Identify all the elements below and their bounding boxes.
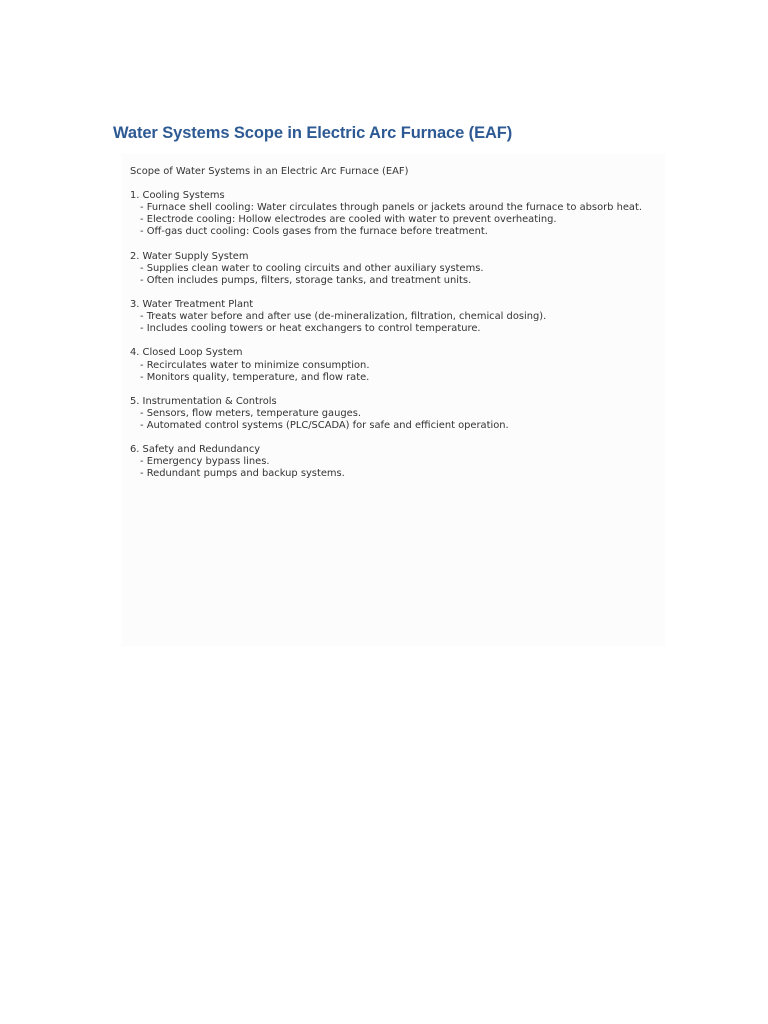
section-item: - Automated control systems (PLC/SCADA) for safe and efficient operation. xyxy=(140,419,509,431)
section-item: - Off-gas duct cooling: Cools gases from the furnace before treatment. xyxy=(140,226,488,238)
section-item: - Electrode cooling: Hollow electrodes are cooled with water to prevent overheating. xyxy=(140,214,557,226)
section-item: - Supplies clean water to cooling circuits and other auxiliary systems. xyxy=(140,262,484,274)
section-item: - Emergency bypass lines. xyxy=(140,456,270,468)
page-title: Water Systems Scope in Electric Arc Furnace (EAF) xyxy=(113,124,513,142)
section-water-treatment xyxy=(130,299,665,335)
section-item: - Furnace shell cooling: Water circulates through panels or jackets around the furnace to absorb heat. xyxy=(140,202,642,214)
intro-text: Scope of Water Systems in an Electric Arc Furnace (EAF) xyxy=(130,166,409,177)
section-heading: 6. Safety and Redundancy xyxy=(130,444,261,456)
section-heading: 4. Closed Loop System xyxy=(130,347,243,359)
section-water-supply xyxy=(130,251,665,287)
section-item: - Redundant pumps and backup systems. xyxy=(140,468,345,480)
content-panel xyxy=(122,154,665,646)
section-closed-loop xyxy=(130,347,665,383)
section-heading: 3. Water Treatment Plant xyxy=(130,299,254,311)
section-safety xyxy=(130,444,665,480)
section-heading: 1. Cooling Systems xyxy=(130,190,225,202)
section-instrumentation xyxy=(130,396,665,432)
section-item: - Treats water before and after use (de-mineralization, filtration, chemical dosing). xyxy=(140,311,547,323)
section-heading: 5. Instrumentation & Controls xyxy=(130,395,277,407)
section-item: - Often includes pumps, filters, storage tanks, and treatment units. xyxy=(140,274,472,286)
section-item: - Sensors, flow meters, temperature gauges. xyxy=(140,407,361,419)
section-item: - Monitors quality, temperature, and flow rate. xyxy=(140,371,370,383)
section-heading: 2. Water Supply System xyxy=(130,250,249,262)
section-item: - Includes cooling towers or heat exchangers to control temperature. xyxy=(140,323,481,335)
section-cooling-systems xyxy=(130,190,665,238)
section-item: - Recirculates water to minimize consumption. xyxy=(140,359,370,371)
